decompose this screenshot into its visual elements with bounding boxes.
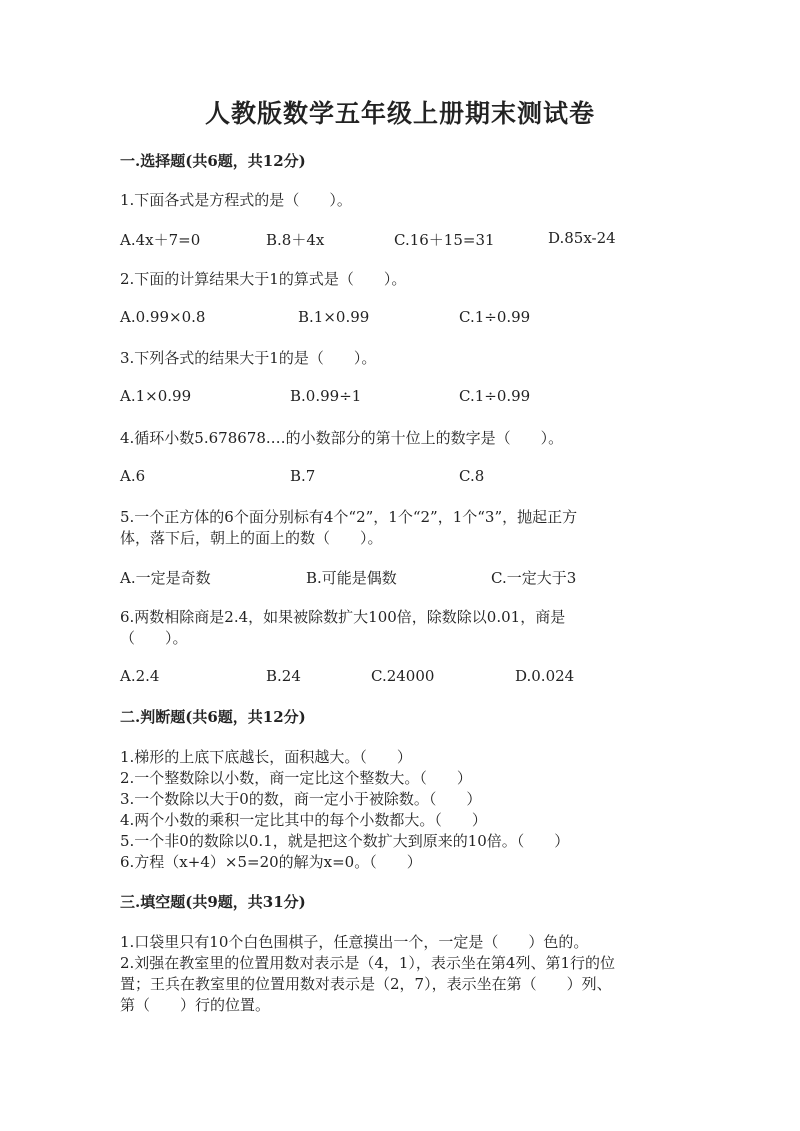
question-5-line1: 5.一个正方体的6个面分别标有4个“2”，1个“2”，1个“3”，抛起正方 — [120, 508, 578, 526]
option-4c: C.8 — [459, 467, 485, 485]
question-4: 4.循环小数5.678678.…的小数部分的第十位上的数字是（ ）。 — [120, 429, 564, 447]
judgement-item-6: 6.方程（x+4）×5=20的解为x=0。（ ） — [120, 853, 422, 871]
question-2: 2.下面的计算结果大于1的算式是（ ）。 — [120, 270, 407, 288]
question-5-line2: 体，落下后，朝上的面上的数（ ）。 — [120, 529, 383, 547]
option-6a: A.2.4 — [120, 667, 160, 685]
option-3c: C.1÷0.99 — [459, 387, 531, 405]
option-1a: A.4x＋7=0 — [120, 231, 201, 249]
option-1b: B.8＋4x — [266, 231, 325, 249]
fill-item-2-line2: 置；王兵在教室里的位置用数对表示是（2，7），表示坐在第（ ）列、 — [120, 975, 612, 993]
option-4b: B.7 — [290, 467, 316, 485]
option-3a: A.1×0.99 — [120, 387, 192, 405]
judgement-item-5: 5.一个非0的数除以0.1，就是把这个数扩大到原来的10倍。（ ） — [120, 832, 570, 850]
section-heading-judgement: 二.判断题(共6题，共12分) — [120, 708, 306, 726]
judgement-item-3: 3.一个数除以大于0的数，商一定小于被除数。（ ） — [120, 790, 482, 808]
question-1: 1.下面各式是方程式的是（ ）。 — [120, 191, 352, 209]
option-2a: A.0.99×0.8 — [120, 308, 206, 326]
option-3b: B.0.99÷1 — [290, 387, 362, 405]
question-6-line2: （ ）。 — [120, 629, 188, 647]
page-title: 人教版数学五年级上册期末测试卷 — [204, 99, 595, 128]
judgement-item-4: 4.两个小数的乘积一定比其中的每个小数都大。（ ） — [120, 811, 487, 829]
fill-item-2-line3: 第（ ）行的位置。 — [120, 996, 271, 1014]
fill-item-1: 1.口袋里只有10个白色围棋子，任意摸出一个，一定是（ ）色的。 — [120, 933, 589, 951]
section-heading-fill-blank: 三.填空题(共9题，共31分) — [120, 893, 306, 911]
option-2b: B.1×0.99 — [298, 308, 370, 326]
question-6-line1: 6.两数相除商是2.4，如果被除数扩大100倍，除数除以0.01，商是 — [120, 608, 566, 626]
section-heading-choice: 一.选择题(共6题，共12分) — [120, 152, 306, 170]
option-5a: A.一定是奇数 — [120, 569, 211, 587]
option-6b: B.24 — [266, 667, 301, 685]
option-6d: D.0.024 — [515, 667, 575, 685]
question-3: 3.下列各式的结果大于1的是（ ）。 — [120, 349, 377, 367]
option-5b: B.可能是偶数 — [306, 569, 397, 587]
option-1c: C.16＋15=31 — [394, 231, 495, 249]
judgement-item-1: 1.梯形的上底下底越长，面积越大。（ ） — [120, 748, 412, 766]
option-6c: C.24000 — [371, 667, 435, 685]
option-2c: C.1÷0.99 — [459, 308, 531, 326]
option-5c: C.一定大于3 — [491, 569, 577, 587]
option-4a: A.6 — [120, 467, 146, 485]
fill-item-2-line1: 2.刘强在教室里的位置用数对表示是（4，1），表示坐在第4列、第1行的位 — [120, 954, 615, 972]
judgement-item-2: 2.一个整数除以小数，商一定比这个整数大。（ ） — [120, 769, 472, 787]
option-1d: D.85x-24 — [548, 229, 616, 247]
